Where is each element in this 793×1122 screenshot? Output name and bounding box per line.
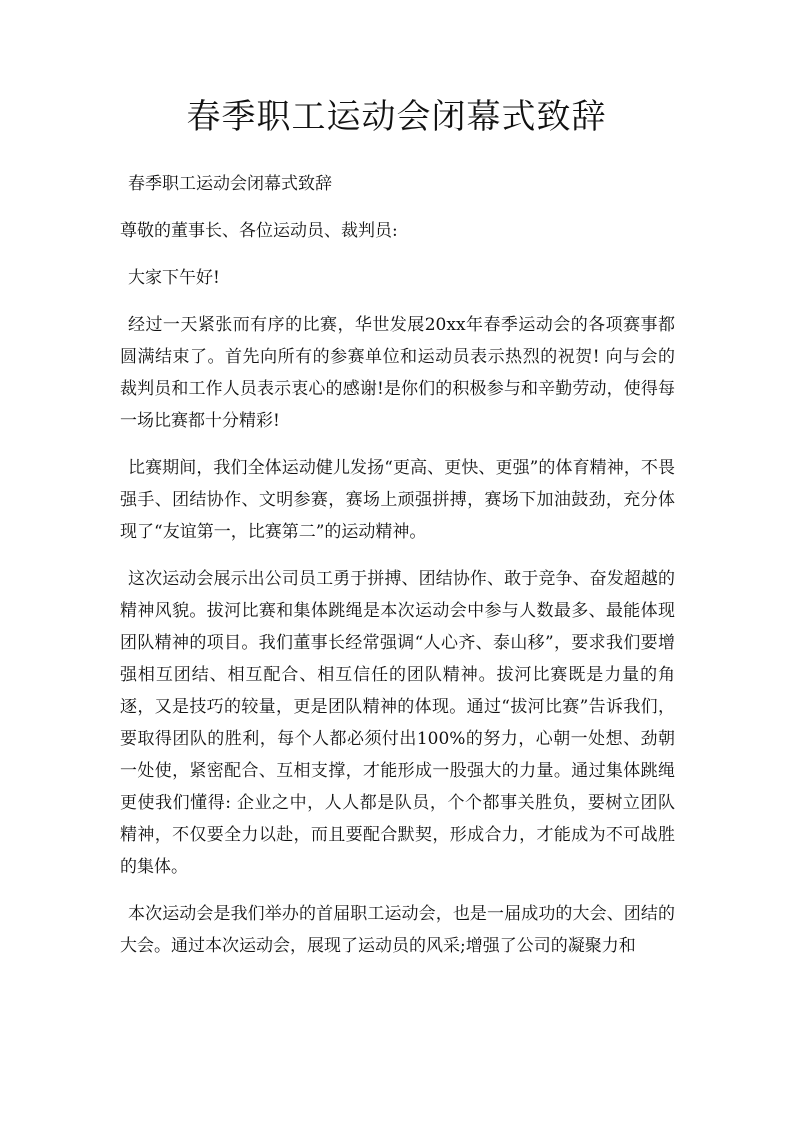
body-paragraph: 本次运动会是我们举办的首届职工运动会，也是一届成功的大会、团结的大会。通过本次运动会，展现了运动员的风采;增强了公司的凝聚力和 — [120, 904, 675, 956]
greeting-paragraph: 大家下午好! — [128, 268, 220, 288]
salutation-paragraph: 尊敬的董事长、各位运动员、裁判员: — [120, 221, 398, 241]
body-paragraph: 经过一天紧张而有序的比赛，华世发展20xx年春季运动会的各项赛事都圆满结束了。首先向所有的参赛单位和运动员表示热烈的祝贺! 向与会的裁判员和工作人员表示衷心的感谢!是你们的积极参与和辛勤劳动，使得每一场比赛都十分精彩! — [120, 315, 675, 431]
document-title: 春季职工运动会闭幕式致辞 — [186, 97, 607, 137]
subtitle-paragraph: 春季职工运动会闭幕式致辞 — [128, 174, 332, 194]
document-body — [120, 168, 675, 977]
body-paragraph: 比赛期间，我们全体运动健儿发扬“更高、更快、更强”的体育精神，不畏强手、团结协作、文明参赛，赛场上顽强拼搏，赛场下加油鼓劲，充分体现了“友谊第一，比赛第二”的运动精神。 — [120, 458, 675, 542]
body-paragraph: 这次运动会展示出公司员工勇于拼搏、团结协作、敢于竞争、奋发超越的精神风貌。拔河比赛和集体跳绳是本次运动会中参与人数最多、最能体现团队精神的项目。我们董事长经常强调“人心齐、泰山移”，要求我们要增强相互团结、相互配合、相互信任的团队精神。拔河比赛既是力量的角逐，又是技巧的较量，更是团队精神的体现。通过“拔河比赛”告诉我们，要取得团队的胜利，每个人都必须付出100%的努力，心朝一处想、劲朝一处使，紧密配合、互相支撑，才能形成一股强大的力量。通过集体跳绳更使我们懂得: 企业之中，人人都是队员，个个都事关胜负，要树立团队精神，不仅要全力以赴，而且要配合默契，形成合力，才能成为不可战胜的集体。 — [120, 569, 675, 877]
